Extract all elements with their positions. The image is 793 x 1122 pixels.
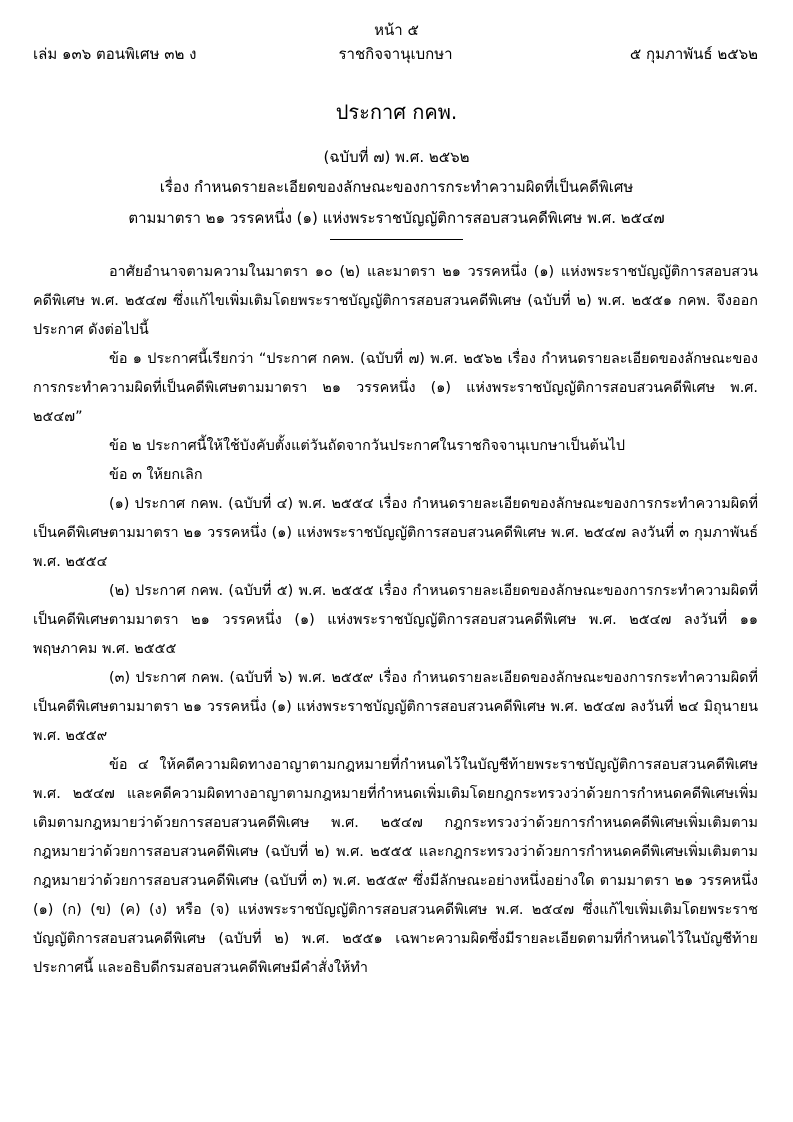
publication-date: ๕ กุมภาพันธ์ ๒๕๖๒ [629,45,758,63]
announcement-subject-line-2: ตามมาตรา ๒๑ วรรคหนึ่ง (๑) แห่งพระราชบัญญัติการสอบสวนคดีพิเศษ พ.ศ. ๒๕๔๗ [128,209,665,227]
clause-3: ข้อ ๓ ให้ยกเลิก [109,467,203,483]
clause-4: ข้อ ๔ ให้คดีความผิดทางอาญาตามกฎหมายที่กำหนดไว้ในบัญชีท้ายพระราชบัญญัติการสอบสวนคดีพิเศษ พ.ศ. ๒๕๔๗ และคดีความผิดทางอาญาตามกฎหมายที่กำหนดเพิ่มเติมโดยกฎกระทรวงว่าด้วยการกำหนดคดีพิเศษเพิ่มเติมตามกฎหมายว่าด้วยการสอบสวนคดีพิเศษ พ.ศ. ๒๕๔๗ กฎกระทรวงว่าด้วยการกำหนดคดีพิเศษเพิ่มเติมตามกฎหมายว่าด้วยการสอบสวนคดีพิเศษ (ฉบับที่ ๒) พ.ศ. ๒๕๕๕ และกฎกระทรวงว่าด้วยการกำหนดคดีพิเศษเพิ่มเติมตามกฎหมายว่าด้วยการสอบสวนคดีพิเศษ (ฉบับที่ ๓) พ.ศ. ๒๕๕๙ ซึ่งมีลักษณะอย่างหนึ่งอย่างใด ตามมาตรา ๒๑ วรรคหนึ่ง (๑) (ก) (ข) (ค) (ง) หรือ (จ) แห่งพระราชบัญญัติการสอบสวนคดีพิเศษ พ.ศ. ๒๕๔๗ ซึ่งแก้ไขเพิ่มเติมโดยพระราชบัญญัติการสอบสวนคดีพิเศษ (ฉบับที่ ๒) พ.ศ. ๒๕๕๑ เฉพาะความผิดซึ่งมีรายละเอียดตามที่กำหนดไว้ในบัญชีท้ายประกาศนี้ และอธิบดีกรมสอบสวนคดีพิเศษมีคำสั่งให้ทำ [33,757,758,976]
clause-1: ข้อ ๑ ประกาศนี้เรียกว่า “ประกาศ กคพ. (ฉบับที่ ๗) พ.ศ. ๒๕๖๒ เรื่อง กำหนดรายละเอียดของลักษณะของการกระทำความผิดที่เป็นคดีพิเศษตามมาตรา ๒๑ วรรคหนึ่ง (๑) แห่งพระราชบัญญัติการสอบสวนคดีพิเศษ พ.ศ. ๒๕๔๗” [33,351,758,425]
gazette-name: ราชกิจจานุเบกษา [338,45,453,63]
announcement-title: ประกาศ กคพ. [335,100,458,124]
gazette-header [33,42,758,64]
announcement-body [33,258,758,983]
clause-3-item-1: (๑) ประกาศ กคพ. (ฉบับที่ ๔) พ.ศ. ๒๕๕๔ เรื่อง กำหนดรายละเอียดของลักษณะของการกระทำความผิดที่เป็นคดีพิเศษตามมาตรา ๒๑ วรรคหนึ่ง (๑) แห่งพระราชบัญญัติการสอบสวนคดีพิเศษ พ.ศ. ๒๕๔๗ ลงวันที่ ๓ กุมภาพันธ์ พ.ศ. ๒๕๕๔ [33,496,758,570]
announcement-edition: (ฉบับที่ ๗) พ.ศ. ๒๕๖๒ [323,148,470,166]
clause-3-item-3: (๓) ประกาศ กคพ. (ฉบับที่ ๖) พ.ศ. ๒๕๕๙ เรื่อง กำหนดรายละเอียดของลักษณะของการกระทำความผิดที่เป็นคดีพิเศษตามมาตรา ๒๑ วรรคหนึ่ง (๑) แห่งพระราชบัญญัติการสอบสวนคดีพิเศษ พ.ศ. ๒๕๔๗ ลงวันที่ ๒๔ มิถุนายน พ.ศ. ๒๕๕๙ [33,670,758,744]
preamble-paragraph: อาศัยอำนาจตามความในมาตรา ๑๐ (๒) และมาตรา ๒๑ วรรคหนึ่ง (๑) แห่งพระราชบัญญัติการสอบสวนคดีพิเศษ พ.ศ. ๒๕๔๗ ซึ่งแก้ไขเพิ่มเติมโดยพระราชบัญญัติการสอบสวนคดีพิเศษ (ฉบับที่ ๒) พ.ศ. ๒๕๕๑ กคพ. จึงออกประกาศ ดังต่อไปนี้ [33,264,758,338]
clause-3-item-2: (๒) ประกาศ กคพ. (ฉบับที่ ๕) พ.ศ. ๒๕๕๕ เรื่อง กำหนดรายละเอียดของลักษณะของการกระทำความผิดที่เป็นคดีพิเศษตามมาตรา ๒๑ วรรคหนึ่ง (๑) แห่งพระราชบัญญัติการสอบสวนคดีพิเศษ พ.ศ. ๒๕๔๗ ลงวันที่ ๑๑ พฤษภาคม พ.ศ. ๒๕๕๕ [33,583,758,657]
title-divider [330,239,463,240]
volume-issue: เล่ม ๑๓๖ ตอนพิเศษ ๓๒ ง [33,45,197,63]
announcement-subject-line-1: เรื่อง กำหนดรายละเอียดของลักษณะของการกระทำความผิดที่เป็นคดีพิเศษ [159,178,634,196]
clause-2: ข้อ ๒ ประกาศนี้ให้ใช้บังคับตั้งแต่วันถัดจากวันประกาศในราชกิจจานุเบกษาเป็นต้นไป [109,438,626,454]
page-number: หน้า ๕ [374,21,419,39]
